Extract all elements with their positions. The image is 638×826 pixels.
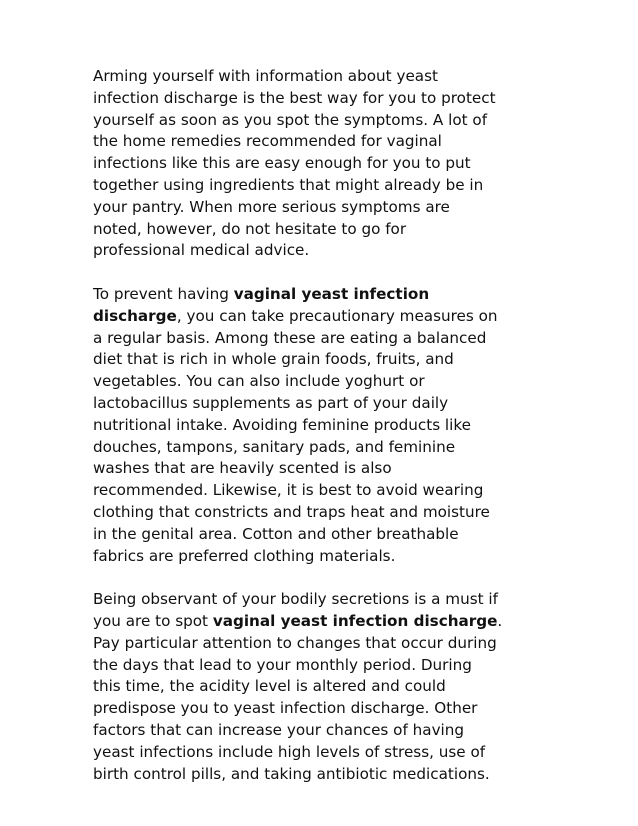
text-line: the home remedies recommended for vaginal: [93, 132, 442, 151]
text-run: , you can take precautionary measures on: [176, 306, 498, 325]
paragraph-1: [93, 66, 553, 262]
text-line: birth control pills, and taking antibiotic medications.: [93, 764, 490, 783]
text-line: Arming yourself with information about yeast: [93, 67, 438, 85]
text-line: [93, 284, 553, 306]
text-line: the days that lead to your monthly period. During: [93, 655, 472, 674]
text-line: predispose you to yeast infection discharge. Other: [93, 699, 478, 718]
text-line: this time, the acidity level is altered and could: [93, 677, 446, 696]
text-line: Being observant of your bodily secretions is a must if: [93, 590, 498, 609]
text-line: in the genital area. Cotton and other breathable: [93, 524, 459, 543]
text-run: you are to spot: [93, 611, 213, 630]
text-line: clothing that constricts and traps heat and moisture: [93, 502, 490, 521]
text-run: To prevent having: [93, 284, 234, 303]
text-line: recommended. Likewise, it is best to avoid wearing: [93, 481, 484, 500]
keyword-bold: discharge: [93, 306, 177, 325]
text-line: Pay particular attention to changes that occur during: [93, 633, 497, 652]
paragraph-3: [93, 589, 553, 785]
text-line: washes that are heavily scented is also: [93, 459, 392, 478]
text-line: lactobacillus supplements as part of your daily: [93, 393, 449, 412]
text-line: [93, 306, 553, 328]
text-line: vegetables. You can also include yoghurt or: [93, 372, 425, 391]
text-line: together using ingredients that might already be in: [93, 175, 484, 194]
text-line: yeast infections include high levels of stress, use of: [93, 742, 486, 761]
text-line: [93, 611, 553, 633]
text-line: professional medical advice.: [93, 241, 310, 260]
text-line: factors that can increase your chances of having: [93, 720, 465, 739]
text-run: .: [497, 611, 503, 630]
text-line: fabrics are preferred clothing materials.: [93, 546, 396, 565]
keyword-bold: vaginal yeast infection discharge: [212, 611, 498, 630]
document-body: [93, 66, 553, 785]
paragraph-2: [93, 284, 553, 567]
text-line: noted, however, do not hesitate to go for: [93, 219, 407, 238]
text-line: a regular basis. Among these are eating a balanced: [93, 328, 487, 347]
text-line: infection discharge is the best way for you to protect: [93, 88, 496, 107]
text-line: yourself as soon as you spot the symptoms. A lot of: [93, 110, 488, 129]
text-line: diet that is rich in whole grain foods, fruits, and: [93, 350, 454, 369]
keyword-bold: vaginal yeast infection: [233, 284, 430, 303]
text-line: infections like this are easy enough for you to put: [93, 154, 471, 173]
text-line: your pantry. When more serious symptoms are: [93, 197, 450, 216]
text-line: nutritional intake. Avoiding feminine products like: [93, 415, 471, 434]
text-line: douches, tampons, sanitary pads, and feminine: [93, 437, 456, 456]
